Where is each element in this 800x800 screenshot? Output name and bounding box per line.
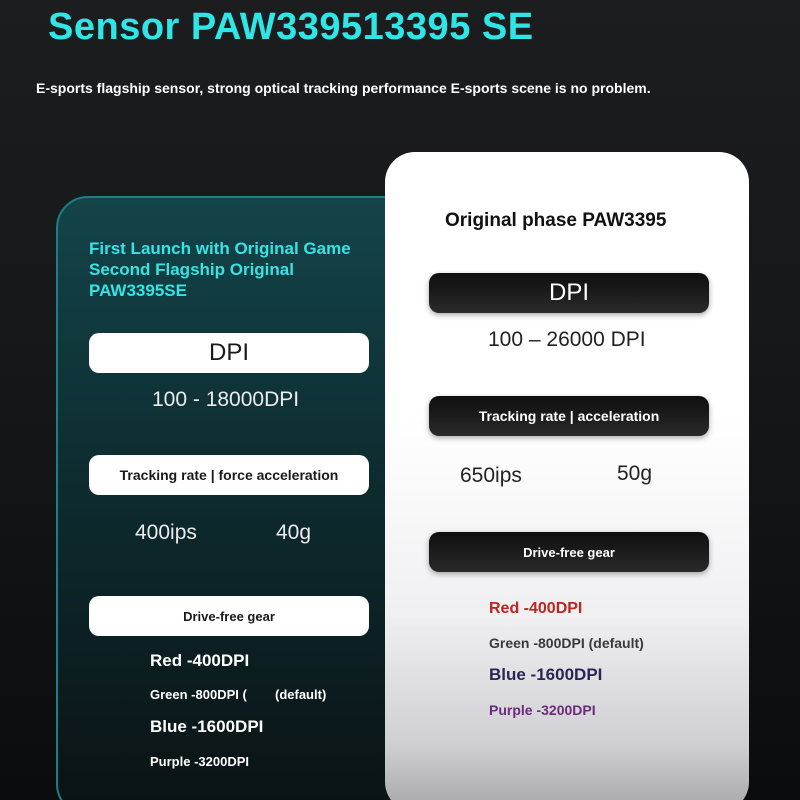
se-gear-purple: Purple -3200DPI	[150, 754, 249, 769]
se-gear-green-default: (default)	[275, 687, 327, 702]
se-tracking-g: 40g	[276, 521, 312, 544]
original-gear-purple: Purple -3200DPI	[489, 702, 596, 718]
se-dpi-label: DPI	[208, 339, 249, 366]
se-gear-red: Red -400DPI	[150, 651, 250, 670]
se-gear-blue: Blue -1600DPI	[150, 717, 264, 736]
se-card-heading: First Launch with Original Game Second Flagship Original PAW3395SE	[89, 239, 351, 300]
original-tracking-label: Tracking rate | acceleration	[478, 408, 660, 424]
original-dpi-label: DPI	[548, 279, 589, 306]
original-dpi-pill	[429, 273, 709, 313]
page-subtitle: E-sports flagship sensor, strong optical tracking performance E-sports scene is no problem.	[36, 80, 651, 96]
se-gear-label: Drive-free gear	[183, 608, 275, 624]
page-title: Sensor PAW339513395 SE	[48, 6, 534, 48]
original-gear-blue: Blue -1600DPI	[489, 665, 603, 684]
se-tracking-pill	[89, 455, 369, 495]
original-gear-green: Green -800DPI (default)	[489, 635, 644, 651]
original-gear-pill	[429, 532, 709, 572]
se-tracking-ips: 400ips	[135, 521, 197, 544]
original-gear-label: Drive-free gear	[523, 544, 615, 560]
original-tracking-ips: 650ips	[460, 464, 522, 487]
se-dpi-range: 100 - 18000DPI	[152, 388, 300, 411]
original-tracking-pill	[429, 396, 709, 436]
original-tracking-g: 50g	[617, 462, 653, 485]
se-tracking-label: Tracking rate | force acceleration	[119, 467, 339, 483]
se-gear-pill	[89, 596, 369, 636]
se-gear-green: Green -800DPI (	[150, 687, 247, 702]
se-dpi-pill	[89, 333, 369, 373]
original-card-heading: Original phase PAW3395	[445, 210, 667, 231]
original-gear-red: Red -400DPI	[489, 600, 583, 617]
original-dpi-range: 100 – 26000 DPI	[488, 328, 646, 351]
